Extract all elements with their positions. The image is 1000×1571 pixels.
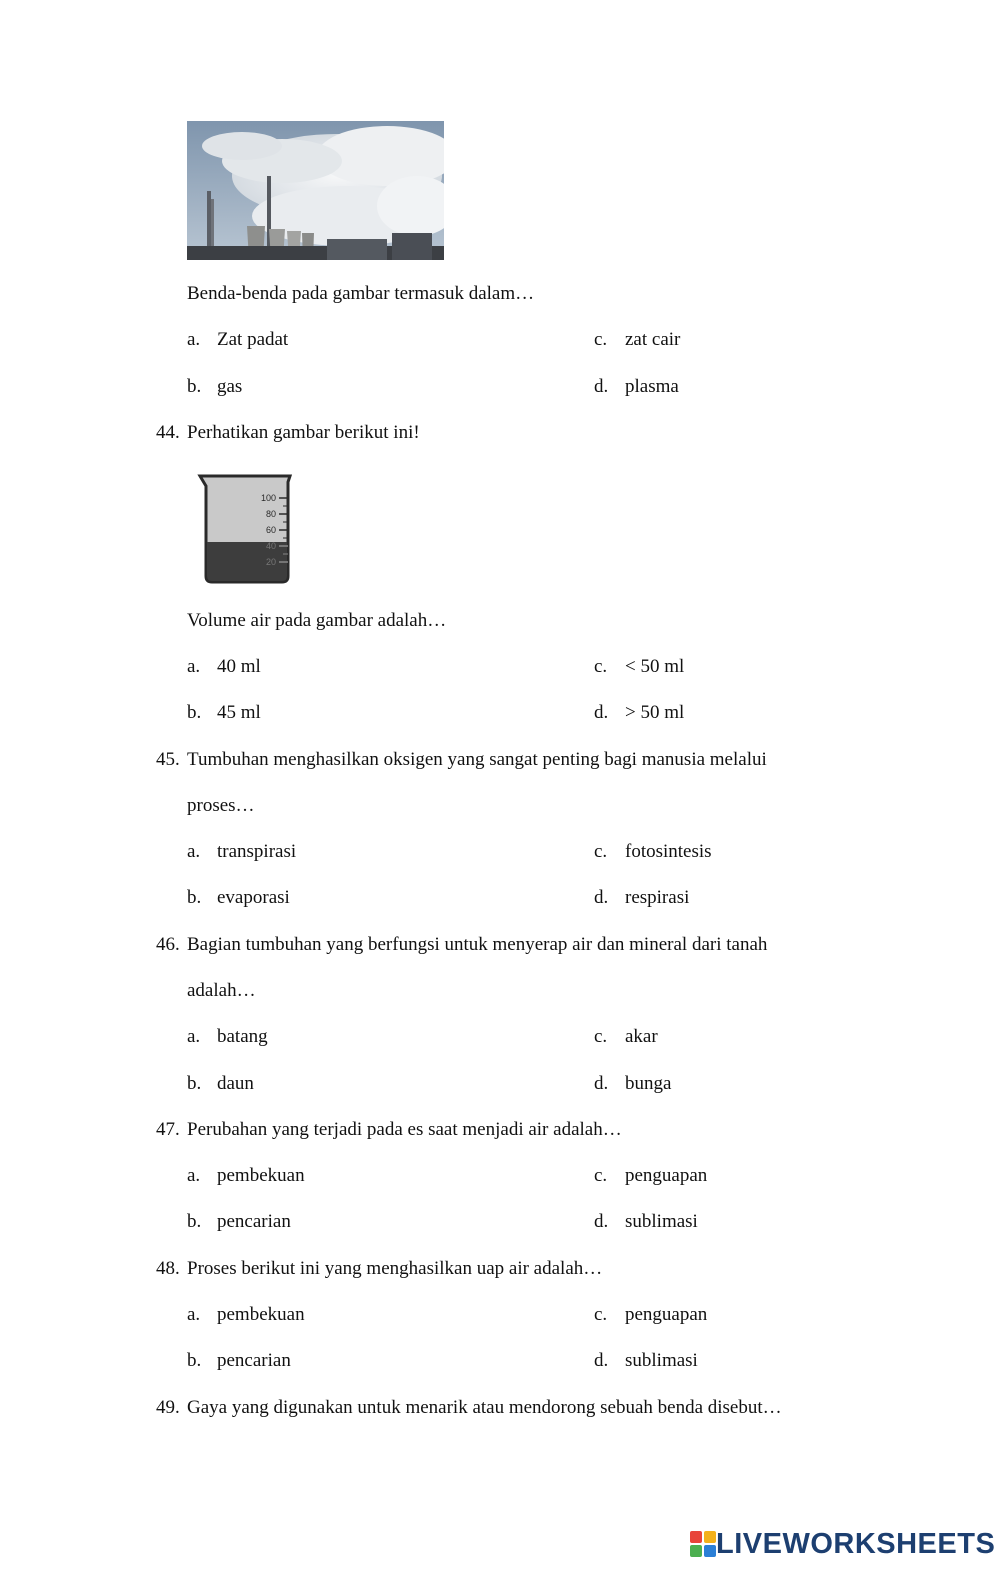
option-letter: c. xyxy=(594,841,608,862)
option-c-text[interactable]: penguapan xyxy=(625,1304,708,1325)
option-letter: d. xyxy=(594,1350,609,1371)
question-43-prompt: Benda-benda pada gambar termasuk dalam… xyxy=(187,283,535,304)
beaker-mark-40: 40 xyxy=(265,541,276,551)
option-letter: a. xyxy=(187,1304,201,1325)
option-letter: b. xyxy=(187,887,202,908)
option-letter: d. xyxy=(594,376,609,397)
option-c-text[interactable]: zat cair xyxy=(625,329,681,350)
question-46-number: 46. xyxy=(156,934,180,955)
question-49-number: 49. xyxy=(156,1397,180,1418)
option-a-text[interactable]: pembekuan xyxy=(217,1304,305,1325)
option-d-text[interactable]: plasma xyxy=(625,376,679,397)
option-b-text[interactable]: pencarian xyxy=(217,1211,291,1232)
option-c-text[interactable]: fotosintesis xyxy=(625,841,712,862)
liveworksheets-logo xyxy=(690,1527,995,1561)
question-46-prompt-line1: Bagian tumbuhan yang berfungsi untuk menyerap air dan mineral dari tanah xyxy=(187,934,768,955)
beaker-image xyxy=(196,472,296,587)
option-d-text[interactable]: > 50 ml xyxy=(625,702,685,723)
question-44-number: 44. xyxy=(156,422,180,443)
option-a-text[interactable]: transpirasi xyxy=(217,841,297,862)
beaker-mark-60: 60 xyxy=(265,525,276,535)
question-45-number: 45. xyxy=(156,749,180,770)
liveworksheets-logo-text: LIVEWORKSHEETS xyxy=(716,1527,996,1560)
option-b-text[interactable]: daun xyxy=(217,1073,254,1094)
option-c-text[interactable]: < 50 ml xyxy=(625,656,685,677)
option-a-text[interactable]: 40 ml xyxy=(217,656,261,677)
option-letter: d. xyxy=(594,702,609,723)
option-letter: c. xyxy=(594,329,608,350)
option-d-text[interactable]: respirasi xyxy=(625,887,690,908)
option-a-text[interactable]: batang xyxy=(217,1026,268,1047)
liveworksheets-logo-icon xyxy=(690,1531,716,1557)
question-46-prompt-line2: adalah… xyxy=(187,980,256,1001)
question-44-sub-prompt: Volume air pada gambar adalah… xyxy=(187,610,447,631)
option-letter: d. xyxy=(594,1211,609,1232)
question-47-number: 47. xyxy=(156,1119,180,1140)
option-b-text[interactable]: gas xyxy=(217,376,243,397)
option-a-text[interactable]: pembekuan xyxy=(217,1165,305,1186)
option-d-text[interactable]: sublimasi xyxy=(625,1350,698,1371)
option-letter: d. xyxy=(594,1073,609,1094)
option-d-text[interactable]: sublimasi xyxy=(625,1211,698,1232)
option-a-text[interactable]: Zat padat xyxy=(217,329,289,350)
question-48-prompt: Proses berikut ini yang menghasilkan uap air adalah… xyxy=(187,1258,603,1279)
question-49-prompt: Gaya yang digunakan untuk menarik atau mendorong sebuah benda disebut… xyxy=(187,1397,782,1418)
option-c-text[interactable]: akar xyxy=(625,1026,658,1047)
option-d-text[interactable]: bunga xyxy=(625,1073,672,1094)
option-letter: c. xyxy=(594,656,608,677)
option-letter: a. xyxy=(187,841,201,862)
option-letter: c. xyxy=(594,1304,608,1325)
option-b-text[interactable]: 45 ml xyxy=(217,702,261,723)
option-b-text[interactable]: pencarian xyxy=(217,1350,291,1371)
option-letter: b. xyxy=(187,376,202,397)
question-48-number: 48. xyxy=(156,1258,180,1279)
question-45-prompt-line2: proses… xyxy=(187,795,255,816)
option-b-text[interactable]: evaporasi xyxy=(217,887,290,908)
beaker-mark-80: 80 xyxy=(265,509,276,519)
option-letter: c. xyxy=(594,1165,608,1186)
option-letter: a. xyxy=(187,656,201,677)
option-c-text[interactable]: penguapan xyxy=(625,1165,708,1186)
question-45-prompt-line1: Tumbuhan menghasilkan oksigen yang sangat penting bagi manusia melalui xyxy=(187,749,767,770)
beaker-mark-100: 100 xyxy=(260,493,276,503)
option-letter: a. xyxy=(187,329,201,350)
beaker-mark-20: 20 xyxy=(265,557,276,567)
option-letter: c. xyxy=(594,1026,608,1047)
question-47-prompt: Perubahan yang terjadi pada es saat menjadi air adalah… xyxy=(187,1119,622,1140)
option-letter: b. xyxy=(187,1211,202,1232)
option-letter: b. xyxy=(187,1073,202,1094)
option-letter: b. xyxy=(187,702,202,723)
question-44-prompt: Perhatikan gambar berikut ini! xyxy=(187,422,420,443)
factory-smoke-image xyxy=(187,121,444,260)
option-letter: a. xyxy=(187,1026,201,1047)
option-letter: d. xyxy=(594,887,609,908)
option-letter: a. xyxy=(187,1165,201,1186)
option-letter: b. xyxy=(187,1350,202,1371)
